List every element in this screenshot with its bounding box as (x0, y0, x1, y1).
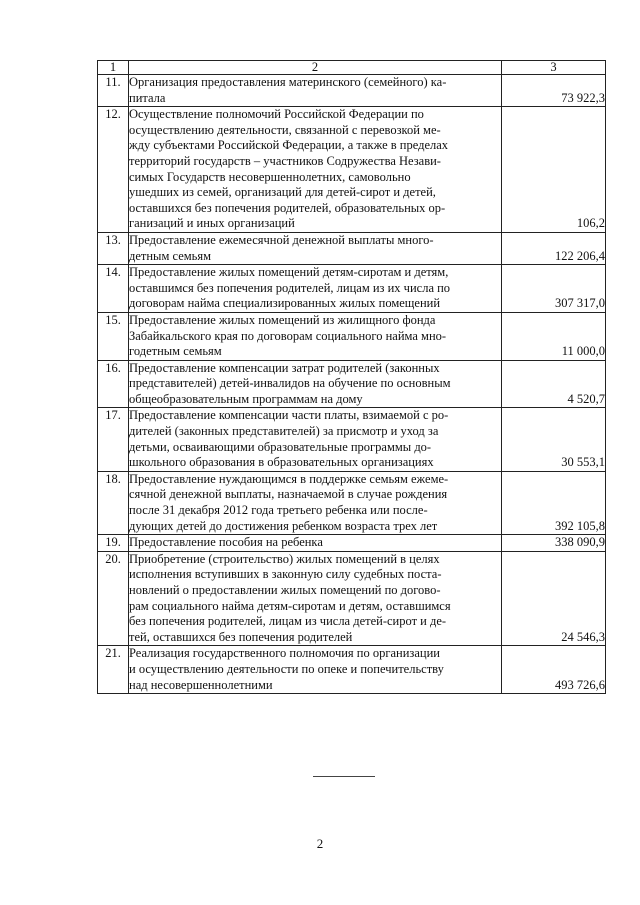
row-number: 18. (98, 471, 129, 534)
table-row (98, 232, 606, 264)
table-row (98, 535, 606, 552)
table-row (98, 551, 606, 646)
row-amount: 4 520,7 (502, 360, 606, 408)
header-col-3: 3 (502, 61, 606, 75)
row-number: 17. (98, 408, 129, 471)
row-description: Предоставление жилых помещений детям-сиротам и детям, оставшимся без попечения родителей, лицам из их числа по договорам найма специализированных жилых помещений (129, 265, 502, 313)
row-amount: 493 726,6 (502, 646, 606, 694)
row-number: 13. (98, 232, 129, 264)
row-amount: 338 090,9 (502, 535, 606, 552)
table-header-row (98, 61, 606, 75)
row-description: Организация предоставления материнского (семейного) ка- питала (129, 75, 502, 107)
table-row (98, 265, 606, 313)
table-row (98, 107, 606, 233)
table-row (98, 360, 606, 408)
row-number: 16. (98, 360, 129, 408)
table-row (98, 75, 606, 107)
row-description: Предоставление ежемесячной денежной выплаты много- детным семьям (129, 232, 502, 264)
table-row (98, 646, 606, 694)
row-amount: 11 000,0 (502, 312, 606, 360)
row-description: Реализация государственного полномочия по организации и осуществлению деятельности по опеке и попечительству над несовершеннолетними (129, 646, 502, 694)
row-number: 19. (98, 535, 129, 552)
row-description: Предоставление пособия на ребенка (129, 535, 502, 552)
row-amount: 24 546,3 (502, 551, 606, 646)
end-of-table-divider (313, 776, 375, 777)
row-number: 20. (98, 551, 129, 646)
row-description: Предоставление нуждающимся в поддержке семьям ежеме- сячной денежной выплаты, назначаемой в случае рождения после 31 декабря 2012 года третьего ребенка или после- дующих детей до достижения ребенком возраста трех лет (129, 471, 502, 534)
row-number: 15. (98, 312, 129, 360)
table-row (98, 408, 606, 471)
page-number: 2 (316, 836, 324, 851)
row-amount: 106,2 (502, 107, 606, 233)
row-description: Предоставление компенсации затрат родителей (законных представителей) детей-инвалидов на обучение по основным общеобразовательным программам на дому (129, 360, 502, 408)
row-amount: 73 922,3 (502, 75, 606, 107)
table-row (98, 312, 606, 360)
header-col-2: 2 (129, 61, 502, 75)
row-amount: 392 105,8 (502, 471, 606, 534)
row-description: Предоставление компенсации части платы, взимаемой с ро- дителей (законных представителей) за присмотр и уход за детьми, осваивающими образовательные программы до- школьного образования в образовательных организациях (129, 408, 502, 471)
row-number: 21. (98, 646, 129, 694)
row-number: 11. (98, 75, 129, 107)
row-amount: 122 206,4 (502, 232, 606, 264)
row-number: 12. (98, 107, 129, 233)
row-description: Предоставление жилых помещений из жилищного фонда Забайкальского края по договорам социального найма мно- годетным семьям (129, 312, 502, 360)
row-amount: 30 553,1 (502, 408, 606, 471)
row-amount: 307 317,0 (502, 265, 606, 313)
appropriations-table (97, 60, 606, 694)
table-row (98, 471, 606, 534)
row-description: Приобретение (строительство) жилых помещений в целях исполнения вступивших в законную силу судебных поста- новлений о предоставлении жилых помещений по догово- рам социального найма детям-сиротам и детям, оставшимся без попечения родителей, лицам из числа детей-сирот и де- тей, оставшихся без попечения родителей (129, 551, 502, 646)
row-number: 14. (98, 265, 129, 313)
header-col-1: 1 (98, 61, 129, 75)
row-description: Осуществление полномочий Российской Федерации по осуществлению деятельности, связанной с перевозкой ме- жду субъектами Российской Федерации, а также в пределах территорий государств – участников Содружества Незави- симых Государств несовершеннолетних, самовольно ушедших из семей, организаций для детей-сирот и детей, оставшихся без попечения родителей, образовательных ор- ганизаций и иных организаций (129, 107, 502, 233)
